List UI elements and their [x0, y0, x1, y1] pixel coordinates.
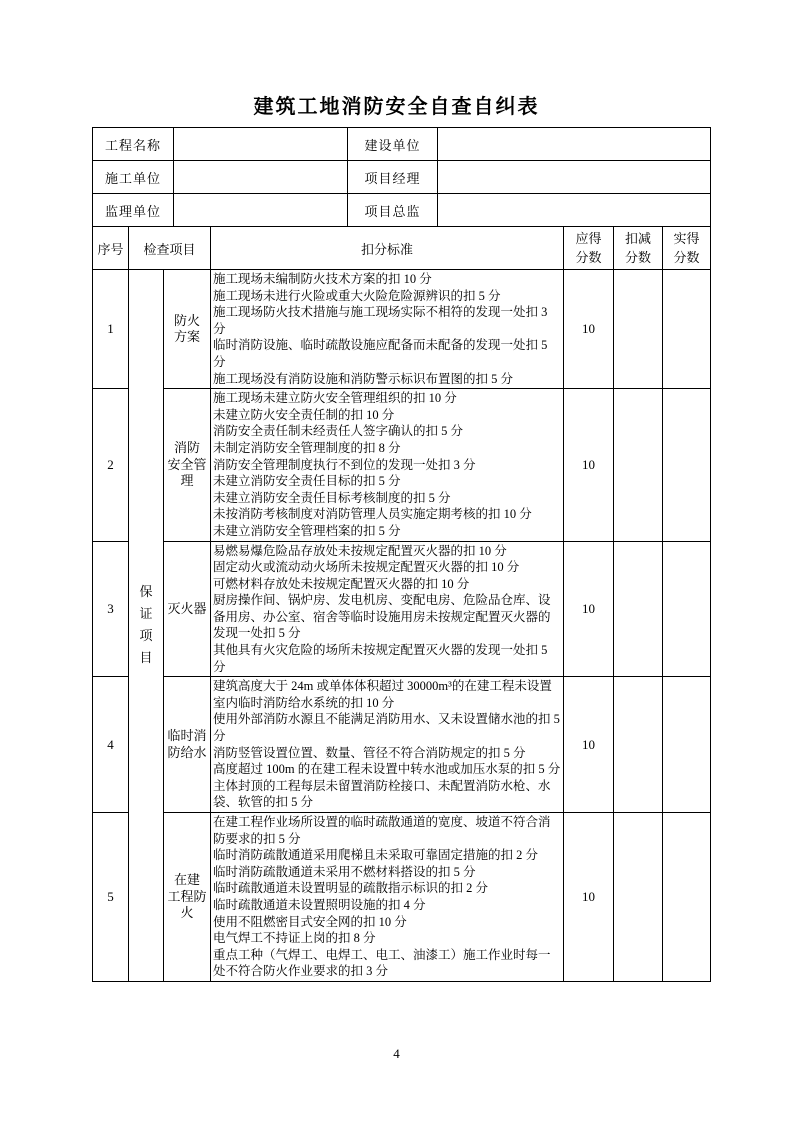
info-right-label: 项目总监	[348, 194, 438, 227]
deduction-criteria: 建筑高度大于 24m 或单体体积超过 30000m³的在建工程未设置室内临时消防给水系统的扣 10 分 使用外部消防水源且不能满足消防用水、又未设置储水池的扣 5 分 消防竖管设置位置、数量、管径不符合消防规定的扣 5 分 高度超过 100m 的在建工程未设置中转水池或加压水泵的扣 5 分 主体封顶的工程每层未留置消防栓接口、未配置消防水枪、水袋、软管的扣 5 分	[211, 677, 564, 813]
check-item-name: 在建 工程防 火	[164, 813, 211, 982]
info-row	[93, 128, 711, 161]
category-group-label: 保 证 项 目	[129, 270, 164, 982]
deduction-criteria: 在建工程作业场所设置的临时疏散通道的宽度、坡道不符合消防要求的扣 5 分 临时消防疏散通道采用爬梯且未采取可靠固定措施的扣 2 分 临时消防疏散通道未采用不燃材料搭设的扣 5 分 临时疏散通道未设置明显的疏散指示标识的扣 2 分 临时疏散通道未设置照明设施的扣 4 分 使用不阻燃密目式安全网的扣 10 分 电气焊工不持证上岗的扣 8 分 重点工种（气焊工、电焊工、电工、油漆工）施工作业时每一处不符合防火作业要求的扣 3 分	[211, 813, 564, 982]
info-right-value	[438, 161, 711, 194]
inspection-header-row	[93, 227, 711, 270]
actual-score	[663, 813, 711, 982]
actual-score	[663, 677, 711, 813]
criteria-row	[93, 270, 711, 389]
info-left-label: 工程名称	[93, 128, 174, 161]
expected-score: 10	[564, 270, 614, 389]
deduct-score	[614, 541, 663, 677]
info-left-label: 监理单位	[93, 194, 174, 227]
project-info-table-body	[93, 128, 711, 227]
actual-score	[663, 270, 711, 389]
header-actual-score: 实得 分数	[663, 227, 711, 270]
info-left-value	[174, 128, 348, 161]
criteria-row	[93, 813, 711, 982]
project-info-table	[92, 127, 711, 227]
criteria-row	[93, 389, 711, 541]
deduct-score	[614, 677, 663, 813]
info-right-value	[438, 194, 711, 227]
row-index: 3	[93, 541, 129, 677]
deduct-score	[614, 270, 663, 389]
check-item-name: 临时消 防给水	[164, 677, 211, 813]
info-right-label: 建设单位	[348, 128, 438, 161]
inspection-table	[92, 226, 711, 982]
info-left-value	[174, 161, 348, 194]
page-number: 4	[393, 1046, 400, 1061]
expected-score: 10	[564, 389, 614, 541]
check-item-name: 消防 安全管 理	[164, 389, 211, 541]
info-row	[93, 194, 711, 227]
expected-score: 10	[564, 677, 614, 813]
header-category: 检查项目	[129, 227, 211, 270]
header-criteria: 扣分标准	[211, 227, 564, 270]
deduct-score	[614, 813, 663, 982]
info-right-value	[438, 128, 711, 161]
criteria-row	[93, 677, 711, 813]
info-left-label: 施工单位	[93, 161, 174, 194]
header-expected-score: 应得 分数	[564, 227, 614, 270]
row-index: 5	[93, 813, 129, 982]
header-deduct-score: 扣减 分数	[614, 227, 663, 270]
header-index: 序号	[93, 227, 129, 270]
row-index: 2	[93, 389, 129, 541]
deduction-criteria: 施工现场未编制防火技术方案的扣 10 分 施工现场未进行火险或重大火险危险源辨识的扣 5 分 施工现场防火技术措施与施工现场实际不相符的发现一处扣 3 分 临时消防设施、临时疏散设施应配备而未配备的发现一处扣 5 分 施工现场没有消防设施和消防警示标识布置图的扣 5 分	[211, 270, 564, 389]
row-index: 1	[93, 270, 129, 389]
row-index: 4	[93, 677, 129, 813]
check-item-name: 防火 方案	[164, 270, 211, 389]
expected-score: 10	[564, 541, 614, 677]
page-title: 建筑工地消防安全自查自纠表	[253, 96, 540, 118]
deduction-criteria: 易燃易爆危险品存放处未按规定配置灭火器的扣 10 分 固定动火或流动动火场所未按规定配置灭火器的扣 10 分 可燃材料存放处未按规定配置灭火器的扣 10 分 厨房操作间、锅炉房、发电机房、变配电房、危险品仓库、设备用房、办公室、宿舍等临时设施用房未按规定配置灭火器的发现一处扣 5 分 其他具有火灾危险的场所未按规定配置灭火器的发现一处扣 5 分	[211, 541, 564, 677]
actual-score	[663, 541, 711, 677]
criteria-row	[93, 541, 711, 677]
tables-container	[92, 127, 710, 982]
inspection-table-body	[93, 227, 711, 982]
info-left-value	[174, 194, 348, 227]
expected-score: 10	[564, 813, 614, 982]
deduct-score	[614, 389, 663, 541]
info-right-label: 项目经理	[348, 161, 438, 194]
actual-score	[663, 389, 711, 541]
deduction-criteria: 施工现场未建立防火安全管理组织的扣 10 分 未建立防火安全责任制的扣 10 分 消防安全责任制未经责任人签字确认的扣 5 分 未制定消防安全管理制度的扣 8 分 消防安全管理制度执行不到位的发现一处扣 3 分 未建立消防安全责任目标的扣 5 分 未建立消防安全责任目标考核制度的扣 5 分 未按消防考核制度对消防管理人员实施定期考核的扣 10 分 未建立消防安全管理档案的扣 5 分	[211, 389, 564, 541]
check-item-name: 灭火器	[164, 541, 211, 677]
info-row	[93, 161, 711, 194]
